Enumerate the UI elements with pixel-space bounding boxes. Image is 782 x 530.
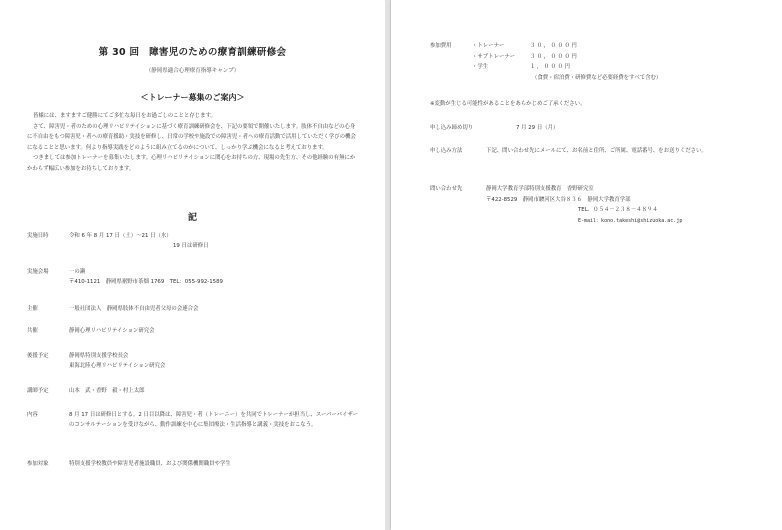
venue-name: 一の瀬 <box>69 269 86 275</box>
intro-paragraph-2: さて、障害児・者のための心理リハビリテイションに基づく療育訓練研修会を、下記の要領で開催いたします。肢体不自由などの心身に不自由をもつ障害児・者への療育援助・実技を研修し、日常の学校や施設での障害児・者への療育活動で活用していただく学びの機会になることと思います。何より指導実践をどのように組み立てるのかについて、しっかり学ぶ機会になると考えております。 <box>27 123 356 151</box>
cohost-label: 共催 <box>27 328 38 334</box>
fee-line-trainer <box>472 41 777 52</box>
fee-name-trainer: ・トレーナー <box>472 43 505 49</box>
fees-note: （食費・宿泊費・研修費など必要経費をすべて含む） <box>532 74 662 81</box>
document-title: 第 30 回 障害児のための療育訓練研修会 <box>98 47 287 58</box>
dates-sub: 19 日は研修日 <box>173 243 209 249</box>
contact-email[interactable]: E-mail：kono.takeshi@shizuoka.ac.jp <box>578 217 683 224</box>
dates-label: 実施日時 <box>27 233 49 239</box>
dates-value: 令和 6 年 8 月 17 日（土）～21 日（水） <box>69 233 172 239</box>
intro-paragraph-3: つきましては参加トレーナーを募集いたします。心理リハビリテイションに関心をお持ちの方、現場の先生方、その他経験の有無にかかわらず幅広い参加をお待ちしております。 <box>27 155 356 172</box>
support-value-2: 東海北陸心理リハビリテイション研究会 <box>69 363 166 369</box>
content-value: 8 月 17 日は研修日とする。2 日目以降は、障害児・者（トレーニー）を共同でトレーナーが担当し、スーパーバイザーのコンサルテーションを受けながら、動作訓練を中心に集団療法・生活指導と講義・実技をおこなう。 <box>69 412 359 428</box>
apply-value: 下記、問い合わせ先にメールにて、お名前と住所、ご所属、電話番号、をお送りください。 <box>486 148 707 154</box>
contact-tel: TEL．０５４－２３８－４８９４ <box>578 207 658 213</box>
fee-name-student: ・学生 <box>472 64 489 70</box>
support-label: 後援予定 <box>27 353 49 359</box>
fees-label: 参加費用 <box>430 43 452 49</box>
document-subtitle: （静岡県適合心理療育指導キャンプ） <box>145 68 240 74</box>
host-label: 主催 <box>27 306 38 312</box>
fee-line-student <box>472 62 777 73</box>
recruit-heading: ＜トレーナー募集のご案内＞ <box>140 93 245 102</box>
deadline-label: 申し込み締め切り <box>430 125 474 131</box>
target-label: 参加対象 <box>27 461 49 467</box>
contact-label: 問い合わせ先 <box>430 186 463 192</box>
venue-address: 〒410-1121 静岡県裾野市茶畑 1769 TEL：055-992-1589 <box>69 279 223 285</box>
fee-line-subtrainer <box>472 52 777 63</box>
target-value: 特別支援学校教員や障害児者施設職員、および関係機関職員や学生 <box>69 461 231 467</box>
fee-amount-subtrainer: ３０，０００円 <box>530 53 579 60</box>
host-value: 一般社団法人 静岡県肢体不自由児者父母の会連合会 <box>69 306 199 312</box>
document-page-left <box>0 0 385 530</box>
deadline-value: 7 月 29 日（月） <box>516 125 559 131</box>
support-value-1: 静岡県特別支援学校長会 <box>69 353 129 359</box>
contact-org: 静岡大学教育学部特別支援教育 香野研究室 <box>486 186 594 192</box>
fee-name-subtrainer: ・サブトレーナー <box>472 53 516 60</box>
lecturer-label: 講師予定 <box>27 388 49 394</box>
venue-label: 実施会場 <box>27 269 49 275</box>
intro-text <box>27 111 357 175</box>
content-label: 内容 <box>27 412 38 418</box>
ki-heading: 記 <box>187 213 197 223</box>
intro-paragraph-1: 皆様には、ますますご健勝にてご多忙な毎日をお過ごしのことと存じます。 <box>33 113 216 119</box>
fee-amount-trainer: ３０，０００円 <box>530 43 579 49</box>
lecturer-value: 山本 武・香野 毅・村上太郎 <box>69 388 145 394</box>
apply-label: 申し込み方法 <box>430 148 463 154</box>
change-note: ※変動が生じる可能性があることをあらかじめご了承ください。 <box>430 101 586 107</box>
contact-address: 〒422-8529 静岡市駿河区大谷８３６ 静岡大学教育学部 <box>486 196 631 203</box>
fee-amount-student: １，０００円 <box>530 64 572 70</box>
cohost-value: 静岡心理リハビリテイション研究会 <box>69 328 155 334</box>
